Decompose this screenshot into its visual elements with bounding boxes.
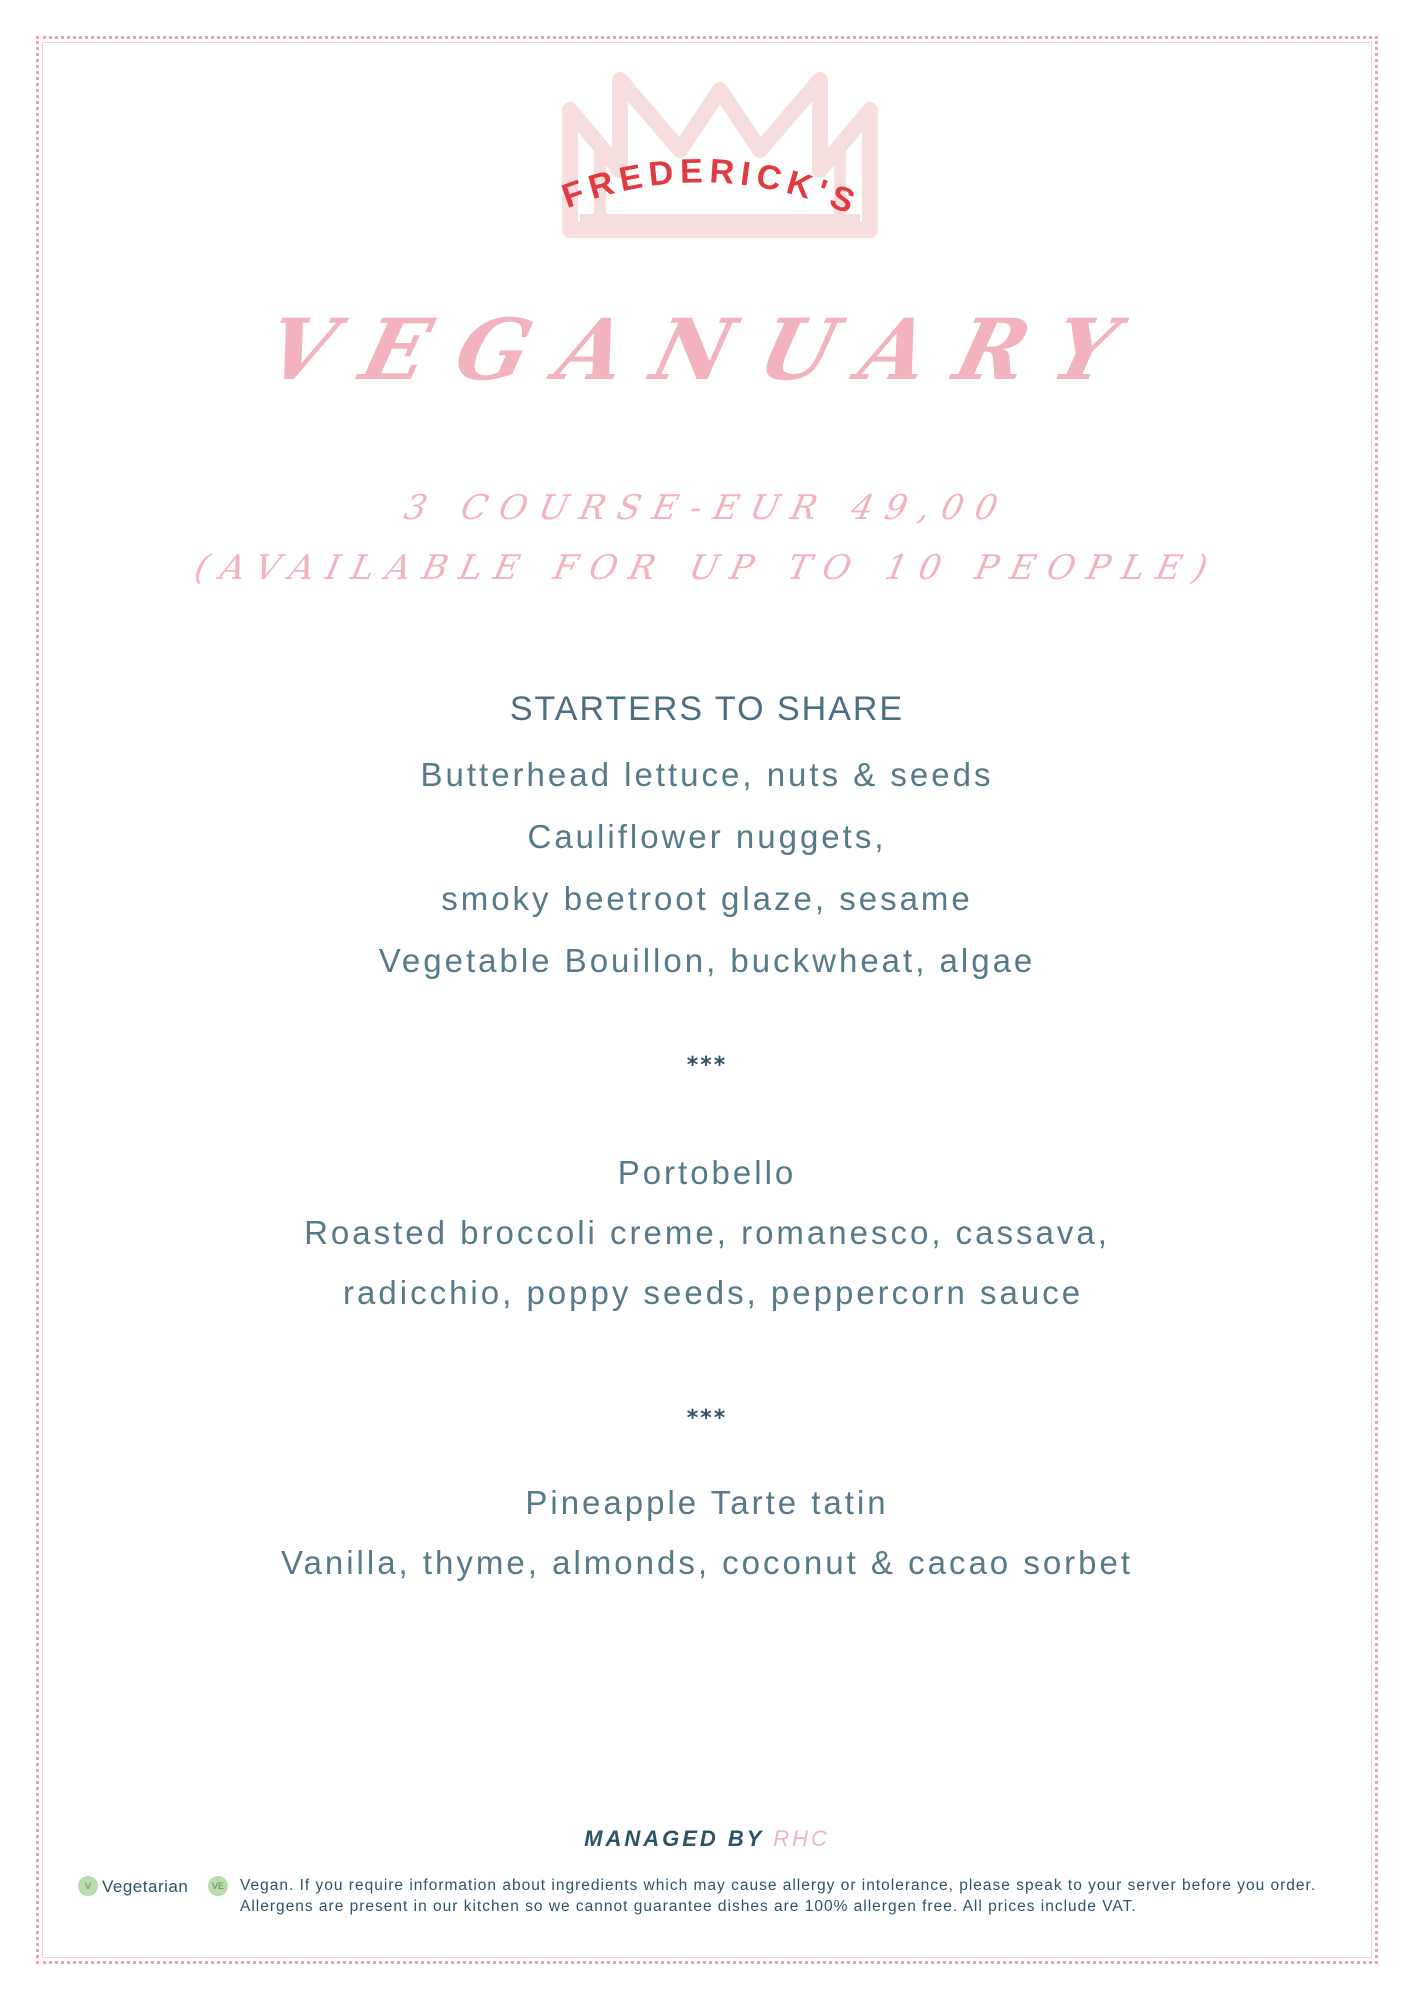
- vegetarian-label: Vegetarian: [102, 1877, 189, 1896]
- brand-name-arc: [500, 70, 920, 250]
- dessert-description: Vanilla, thyme, almonds, coconut & cacao sorbet: [280, 1544, 1134, 1581]
- starter-item: Butterhead lettuce, nuts & seeds: [420, 756, 994, 793]
- course-divider: ***: [686, 1406, 728, 1431]
- allergen-notice: Vegan. If you require information about ingredients which may cause allergy or intolerance, please speak to your server before you order. Allergens are present in our kitchen so we cannot guarantee dishes are 100% allergen free. All prices include VAT.: [240, 1877, 1317, 1915]
- main-title: Portobello: [617, 1154, 797, 1191]
- brand-logo: [500, 70, 920, 250]
- starter-item: Vegetable Bouillon, buckwheat, algae: [378, 942, 1036, 979]
- managed-by-label: MANAGED BY: [584, 1826, 765, 1851]
- main-description: Roasted broccoli creme, romanesco, cassava,: [304, 1214, 1110, 1251]
- brand-name: FREDERICK'S: [556, 152, 866, 224]
- managed-company: RHC: [773, 1826, 830, 1851]
- managed-by: [0, 1826, 1414, 1852]
- starter-item: smoky beetroot glaze, sesame: [441, 880, 973, 917]
- vegan-icon: VE: [208, 1876, 228, 1896]
- starters-heading: STARTERS TO SHARE: [509, 690, 905, 728]
- vegetarian-icon: V: [78, 1876, 98, 1896]
- menu-title: VEGANUARY: [256, 300, 1158, 399]
- starter-item: Cauliflower nuggets,: [527, 818, 887, 855]
- offer-price: 3 COURSE-EUR 49,00: [400, 488, 1014, 528]
- dessert-title: Pineapple Tarte tatin: [525, 1484, 889, 1521]
- svg-text:FREDERICK'S: [557, 152, 865, 223]
- course-divider: ***: [686, 1053, 728, 1078]
- offer-availability: (AVAILABLE FOR UP TO 10 PEOPLE): [191, 548, 1223, 588]
- main-description: radicchio, poppy seeds, peppercorn sauce: [330, 1274, 1084, 1311]
